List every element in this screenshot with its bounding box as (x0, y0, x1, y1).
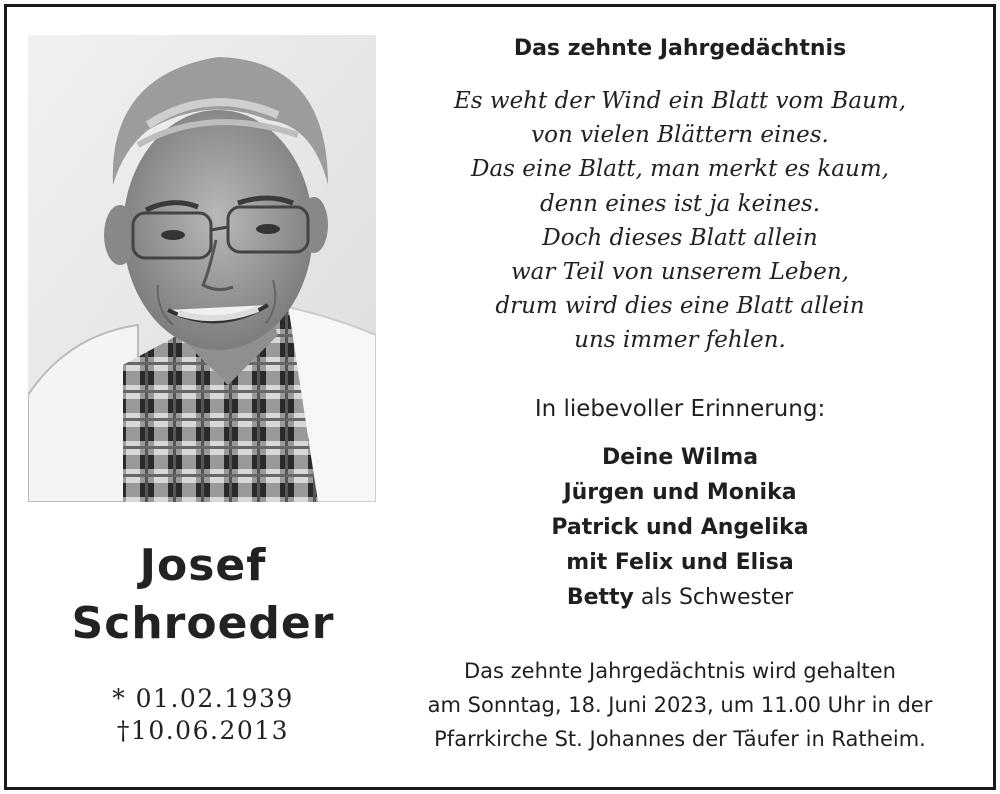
family-member: Deine Wilma (601, 445, 759, 470)
family-member: Jürgen und Monika (563, 480, 797, 505)
poem-line: Das eine Blatt, man merkt es kaum, (471, 156, 889, 183)
family-member: Patrick und Angelika (551, 515, 809, 540)
family-member (390, 580, 970, 615)
family-member-name: Betty (566, 585, 634, 610)
first-name: Josef (139, 540, 267, 591)
last-name: Schroeder (71, 598, 335, 649)
family-list (390, 440, 970, 615)
portrait-photo (28, 35, 376, 502)
poem (390, 84, 970, 358)
poem-line: von vielen Blättern eines. (531, 122, 829, 149)
notice-line: Pfarrkirche St. Johannes der Täufer in Ratheim. (434, 727, 926, 751)
notice-line: am Sonntag, 18. Juni 2023, um 11.00 Uhr in der (427, 693, 933, 717)
poem-line: Doch dieses Blatt allein (542, 224, 818, 251)
family-member-relation: als Schwester (633, 585, 794, 610)
service-notice (390, 654, 970, 756)
poem-line: drum wird dies eine Blatt allein (495, 293, 865, 320)
poem-line: denn eines ist ja keines. (539, 190, 821, 217)
remembrance-line: In liebevoller Erinnerung: (534, 396, 826, 422)
heading: Das zehnte Jahrgedächtnis (513, 36, 847, 61)
family-member: mit Felix und Elisa (566, 550, 794, 575)
death-date: †10.06.2013 (116, 716, 290, 745)
portrait-image (28, 35, 376, 502)
poem-line: Es weht der Wind ein Blatt vom Baum, (453, 88, 906, 114)
notice-line: Das zehnte Jahrgedächtnis wird gehalten (464, 659, 896, 683)
poem-line: uns immer fehlen. (574, 327, 786, 354)
birth-date: * 01.02.1939 (112, 684, 294, 713)
poem-line: war Teil von unserem Leben, (511, 259, 849, 286)
